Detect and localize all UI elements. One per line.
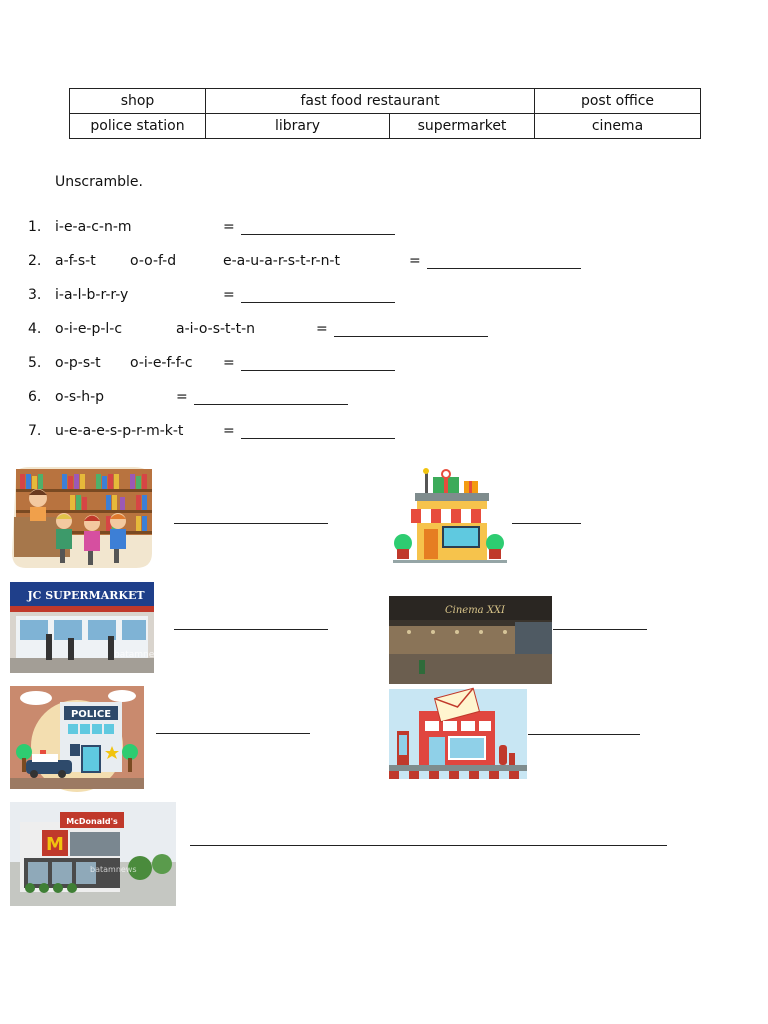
scrambled-word: u-e-a-e-s-p-r-m-k-t	[55, 423, 184, 439]
answer-blank[interactable]	[174, 629, 328, 630]
cinema-picture	[389, 596, 552, 684]
police-station-picture	[10, 686, 144, 789]
question-number: 1.	[28, 219, 42, 235]
watermark: batamnews	[114, 650, 167, 660]
answer-blank[interactable]	[512, 523, 581, 524]
answer-blank[interactable]	[190, 845, 667, 846]
instruction: Unscramble.	[55, 174, 143, 190]
police-sign: POLICE	[70, 709, 112, 720]
scrambled-word: o-o-f-d	[130, 253, 177, 269]
equals-sign: =	[223, 355, 235, 371]
question-number: 4.	[28, 321, 42, 337]
word-bank-cell: fast food restaurant	[206, 89, 535, 114]
question-number: 6.	[28, 389, 42, 405]
question-number: 3.	[28, 287, 42, 303]
question-number: 7.	[28, 423, 42, 439]
post-office-picture	[389, 689, 527, 779]
word-bank-row	[70, 89, 701, 114]
question-number: 5.	[28, 355, 42, 371]
word-bank-cell: shop	[70, 89, 206, 114]
word-bank-cell: cinema	[535, 114, 701, 139]
scrambled-word: a-f-s-t	[55, 253, 96, 269]
answer-blank[interactable]	[241, 370, 395, 371]
supermarket-sign: JC SUPERMARKET	[27, 589, 145, 602]
equals-sign: =	[409, 253, 421, 269]
equals-sign: =	[223, 219, 235, 235]
watermark: batamnews	[90, 865, 137, 874]
answer-blank[interactable]	[156, 733, 310, 734]
word-bank-cell: post office	[535, 89, 701, 114]
question-number: 2.	[28, 253, 42, 269]
svg-text:M: M	[46, 834, 64, 855]
mcdonalds-sign: McDonald's	[66, 817, 118, 826]
answer-blank[interactable]	[241, 234, 395, 235]
answer-blank[interactable]	[427, 268, 581, 269]
answer-blank[interactable]	[334, 336, 488, 337]
fast-food-restaurant-picture	[10, 802, 176, 906]
word-bank-cell: police station	[70, 114, 206, 139]
scrambled-word: a-i-o-s-t-t-n	[176, 321, 256, 337]
word-bank-row	[70, 114, 701, 139]
equals-sign: =	[223, 423, 235, 439]
shop-picture	[389, 465, 511, 567]
library-picture	[10, 465, 154, 570]
answer-blank[interactable]	[241, 302, 395, 303]
scrambled-word: e-a-u-a-r-s-t-r-n-t	[223, 253, 340, 269]
scrambled-word: o-p-s-t	[55, 355, 101, 371]
answer-blank[interactable]	[174, 523, 328, 524]
equals-sign: =	[176, 389, 188, 405]
answer-blank[interactable]	[528, 734, 640, 735]
cinema-sign: Cinema XXI	[444, 605, 506, 616]
supermarket-picture	[10, 582, 167, 673]
answer-blank[interactable]	[553, 629, 647, 630]
word-bank-table	[69, 88, 701, 139]
answer-blank[interactable]	[194, 404, 348, 405]
scrambled-word: i-a-l-b-r-r-y	[55, 287, 129, 303]
word-bank-cell: library	[206, 114, 390, 139]
answer-blank[interactable]	[241, 438, 395, 439]
equals-sign: =	[223, 287, 235, 303]
scrambled-word: i-e-a-c-n-m	[55, 219, 132, 235]
scrambled-word: o-i-e-f-f-c	[130, 355, 193, 371]
word-bank-cell: supermarket	[390, 114, 535, 139]
equals-sign: =	[316, 321, 328, 337]
scrambled-word: o-s-h-p	[55, 389, 105, 405]
scrambled-word: o-i-e-p-l-c	[55, 321, 123, 337]
